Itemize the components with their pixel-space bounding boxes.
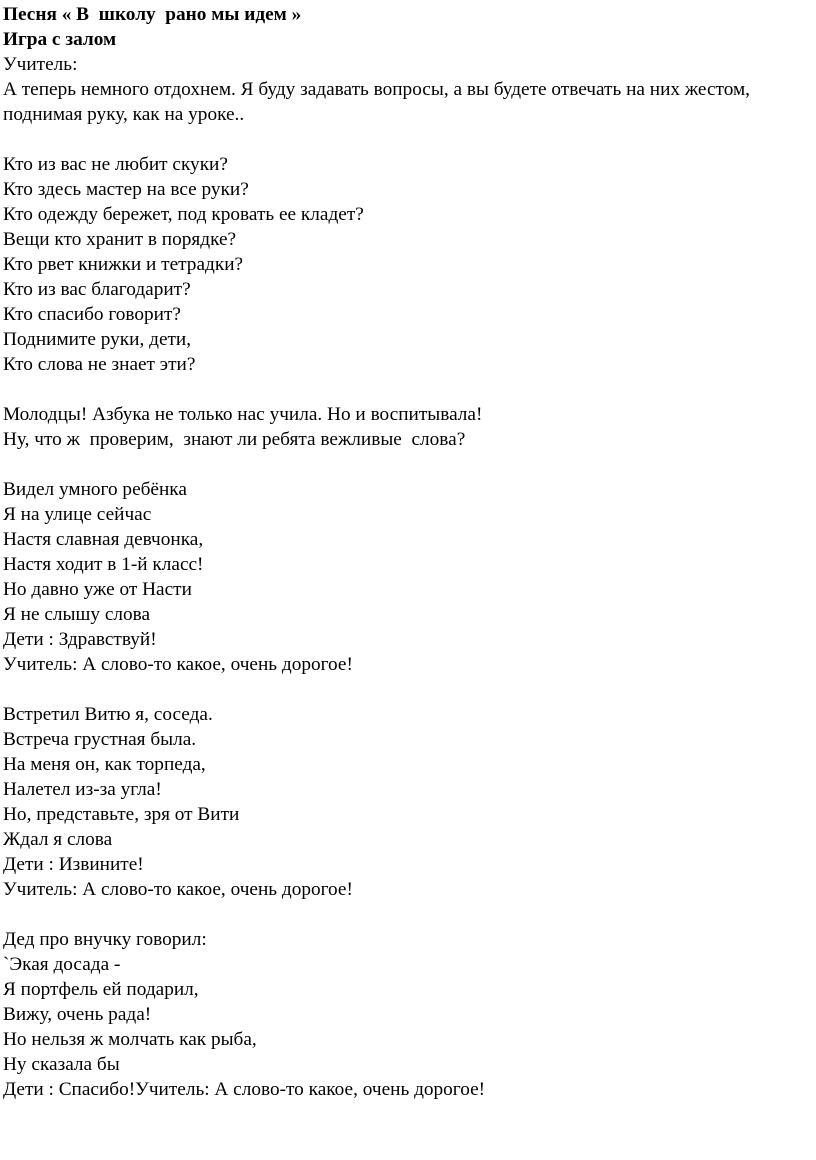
stanza-line: Ждал я слова [3,829,113,850]
stanza-line: Дед про внучку говорил: [3,929,207,950]
stanza-line: Ну сказала бы [3,1054,120,1075]
question-line: Вещи кто хранит в порядке? [3,229,237,250]
question-line: Поднимите руки, дети, [3,329,192,350]
question-line: Кто из вас не любит скуки? [3,154,228,175]
stanza-line: Учитель: А слово-то какое, очень дорогое! [3,879,353,900]
stanza-line: Вижу, очень рада! [3,1004,152,1025]
document-body [3,2,808,1102]
stanza-line: Налетел из-за угла! [3,779,162,800]
blank-line [3,677,808,702]
stanza-line: На меня он, как торпеда, [3,754,206,775]
document-title: Песня « В школу рано мы идем » [3,4,302,25]
transition-line: Молодцы! Азбука не только нас учила. Но и воспитывала! [3,404,483,425]
stanza-line: Учитель: А слово-то какое, очень дорогое! [3,654,353,675]
intro-paragraph: А теперь немного отдохнем. Я буду задавать вопросы, а вы будете отвечать на них жестом, поднимая руку, как на уроке.. [3,79,750,125]
stanza-line: Но, представьте, зря от Вити [3,804,240,825]
question-line: Кто спасибо говорит? [3,304,181,325]
stanza-line: Но давно уже от Насти [3,579,192,600]
transition-line: Ну, что ж проверим, знают ли ребята вежливые слова? [3,429,466,450]
stanza-line: Видел умного ребёнка [3,479,187,500]
question-line: Кто слова не знает эти? [3,354,196,375]
stanza-line: Настя славная девчонка, [3,529,204,550]
stanza-line: Я портфель ей подарил, [3,979,199,1000]
stanza-line: Настя ходит в 1-й класс! [3,554,204,575]
question-line: Кто рвет книжки и тетрадки? [3,254,244,275]
stanza-line: Я не слышу слова [3,604,151,625]
question-line: Кто здесь мастер на все руки? [3,179,249,200]
stanza-line: Встреча грустная была. [3,729,197,750]
blank-line [3,452,808,477]
stanza-line: Дети : Спасибо!Учитель: А слово-то какое, очень дорогое! [3,1079,486,1100]
stanza-line: Встретил Витю я, соседа. [3,704,213,725]
question-line: Кто из вас благодарит? [3,279,191,300]
document-subtitle: Игра с залом [3,29,117,50]
stanza-line: Я на улице сейчас [3,504,152,525]
stanza-line: `Экая досада - [3,954,121,975]
stanza-line: Дети : Извините! [3,854,144,875]
question-line: Кто одежду бережет, под кровать ее кладет? [3,204,364,225]
blank-line [3,377,808,402]
stanza-line: Но нельзя ж молчать как рыба, [3,1029,257,1050]
speaker-label: Учитель: [3,54,78,75]
stanza-line: Дети : Здравствуй! [3,629,157,650]
blank-line [3,127,808,152]
blank-line [3,902,808,927]
